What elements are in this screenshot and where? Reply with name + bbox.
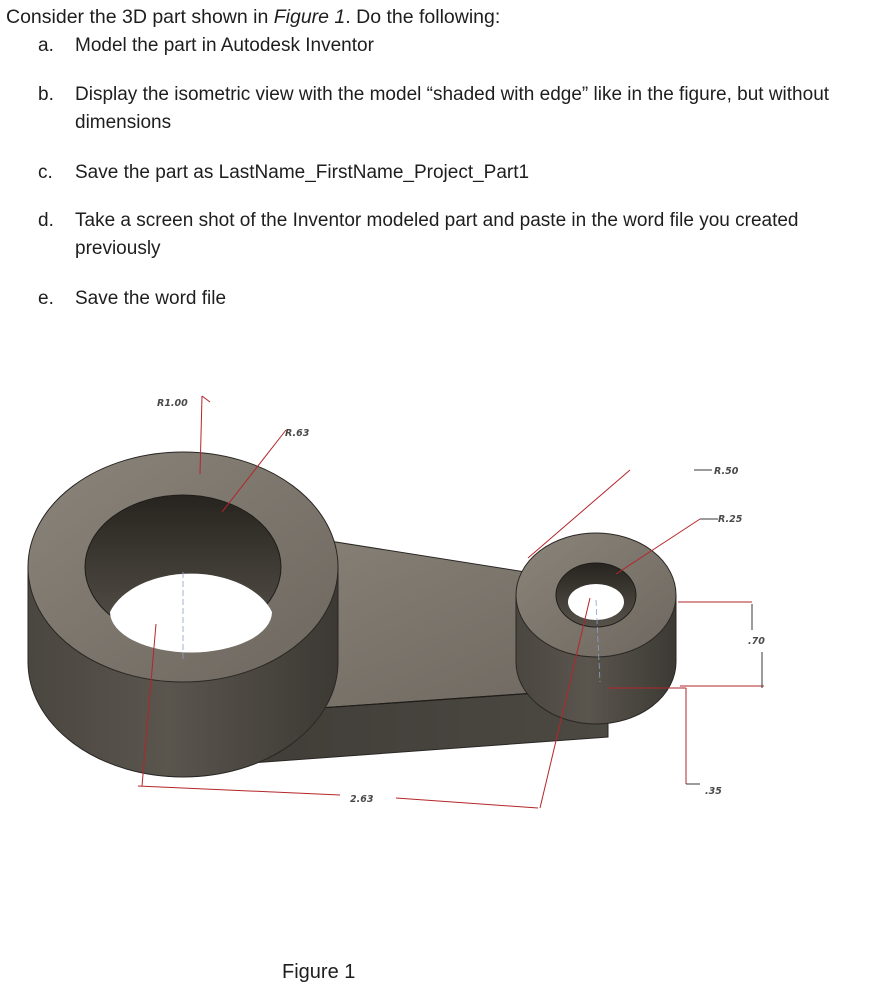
dim-r-small: R.50 — [714, 466, 739, 477]
isometric-part-view — [10, 362, 790, 872]
task-text: Save the part as LastName_FirstName_Project_Part1 — [75, 162, 530, 183]
dim-center-distance: 2.63 — [350, 794, 374, 805]
task-text: Take a screen shot of the Inventor modeled part and paste in the word file you created previously — [75, 210, 799, 259]
task-letter: d. — [38, 210, 54, 231]
intro-prefix: Consider the 3D part shown in — [6, 6, 274, 28]
task-letter: e. — [38, 288, 54, 309]
task-text: Model the part in Autodesk Inventor — [75, 35, 374, 56]
task-letter: c. — [38, 162, 53, 183]
task-letter: b. — [38, 84, 54, 105]
figure-reference: Figure 1 — [273, 6, 346, 28]
intro-suffix: . Do the following: — [345, 6, 501, 28]
dim-thickness: .70 — [748, 636, 765, 647]
figure-1-drawing — [10, 362, 790, 872]
task-text: Display the isometric view with the model “shaded with edge” like in the figure, but without dimensions — [75, 84, 830, 133]
assignment-intro — [6, 4, 500, 30]
center-distance-line-right — [396, 798, 538, 808]
center-distance-line-left — [138, 786, 340, 795]
task-letter: a. — [38, 35, 54, 56]
dim-web-height: .35 — [705, 786, 722, 797]
task-text: Save the word file — [75, 288, 227, 309]
figure-caption: Figure 1 — [282, 961, 356, 983]
large-boss — [28, 452, 338, 777]
dim-r-large-hole: R.63 — [285, 428, 310, 439]
dim-r-large: R1.00 — [157, 398, 188, 409]
dim-r-small-hole: R.25 — [718, 514, 743, 525]
small-boss — [516, 533, 676, 724]
